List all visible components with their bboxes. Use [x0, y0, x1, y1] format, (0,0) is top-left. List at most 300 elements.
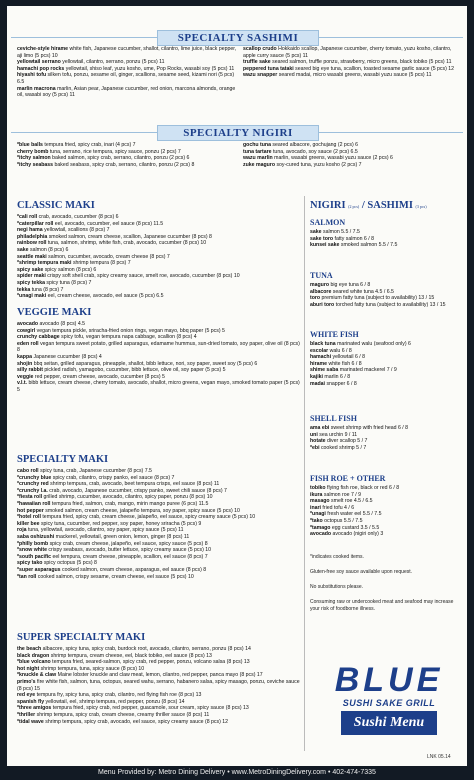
menu-item-name: hamachi pop rocks — [17, 65, 65, 72]
menu-item — [17, 527, 301, 534]
menu-item-name: shojin — [17, 360, 33, 367]
veggie-maki-list — [17, 321, 301, 394]
menu-item — [17, 367, 301, 374]
menu-item — [310, 295, 462, 302]
menu-item-description: spicy tuna (8 pcs) 7 — [44, 279, 92, 286]
logo-sushi-menu: Sushi Menu — [341, 711, 437, 735]
menu-item — [17, 155, 239, 162]
menu-item-description: smoked salmon 5.5 / 7.5 — [339, 242, 398, 249]
menu-item-description: sea urchin 9 / 11 — [317, 431, 358, 438]
nigiri-group-title: WHITE FISH — [310, 330, 359, 339]
menu-item-description: white fish 6 / 8 — [327, 360, 362, 367]
menu-item-description: spicy tofu, vegan tempura napa cabbage, scallion (8 pcs) 4 — [59, 334, 197, 341]
nigiri-special-right-list — [243, 142, 458, 168]
menu-item-name: *unagi — [310, 511, 326, 518]
menu-item — [310, 492, 462, 499]
menu-item-name: wazu snapper — [243, 72, 278, 79]
menu-item — [310, 525, 462, 532]
menu-item — [17, 692, 301, 699]
menu-item — [17, 574, 301, 581]
menu-item-description: salmon (8 pcs) 6 — [28, 246, 69, 253]
veggie-maki-title: VEGGIE MAKI — [17, 307, 92, 318]
menu-item-name: *snow white — [17, 547, 47, 554]
menu-item — [17, 149, 239, 156]
menu-item-description: Maine lobster knuckle and claw meat, lemon, cilantro, red pepper, panca mayo (8 pcs) 17 — [56, 672, 263, 679]
menu-item — [17, 679, 301, 692]
menu-item-name: kajiki — [310, 373, 323, 380]
menu-item-description: crispy seabass, avocado, butter lettuce, spicy creamy sauce (5 pcs) 10 — [46, 547, 212, 554]
menu-item-description: smoked salmon, cream cheese, scallion, Japanese cucumber (8 pcs) 8 — [47, 233, 212, 240]
menu-item-name: *blue balls — [17, 142, 43, 148]
menu-item-name: aburi toro — [310, 301, 335, 308]
menu-item — [310, 531, 462, 538]
menu-item-name: hirame — [310, 360, 328, 367]
menu-item — [17, 699, 301, 706]
menu-code: LNK 05.14 — [427, 754, 451, 760]
menu-item — [17, 334, 301, 341]
menu-item-description: tuna, serrano, rice tempura, spicy sauce, ponzu (2 pcs) 7 — [48, 148, 181, 155]
menu-item-name: primo's — [17, 678, 36, 685]
menu-item-name: *caterpillar roll — [17, 220, 54, 227]
menu-item — [17, 554, 301, 561]
menu-item-name: v.l.t. — [17, 380, 27, 387]
menu-item-name: inari — [310, 504, 321, 511]
menu-item-name: black tuna — [310, 341, 336, 347]
menu-item-name: silly rabbit — [17, 367, 43, 374]
menu-item-name: hamachi — [310, 354, 332, 361]
menu-item-name: *cali roll — [17, 214, 38, 220]
menu-item-name: *unagi maki — [17, 293, 47, 300]
menu-item — [17, 521, 301, 528]
menu-item-name: hot pepper — [17, 507, 44, 514]
specialty-maki-list — [17, 468, 301, 580]
menu-item-name: *fiesta roll — [17, 494, 43, 501]
menu-item-name: *itchy seabass — [17, 161, 54, 168]
menu-item-description: seared albacore, gochujang (2 pcs) 6 — [270, 142, 359, 148]
menu-item — [17, 254, 301, 261]
menu-item-name: *shrimp tempura maki — [17, 260, 72, 267]
menu-item-name: ikura — [310, 491, 323, 498]
menu-item — [310, 242, 462, 249]
nigiri-group-title: SALMON — [310, 218, 346, 227]
menu-item-description: shrimp tempura, spicy crab, cream cheese, creamy thriller sauce (8 pcs) 11 — [35, 711, 210, 718]
menu-item-name: rainbow roll — [17, 240, 47, 247]
menu-item-description: cooked salmon, crispy sesame, cream cheese, eel sauce (5 pcs) 10 — [36, 573, 194, 580]
nigiri-special-left-list — [17, 142, 239, 168]
menu-item — [310, 367, 462, 374]
menu-item-description: red pepper, cream cheese, avocado, cucumber (8 pcs) 5 — [33, 373, 165, 380]
menu-item-name: tuna tartare — [243, 148, 272, 155]
menu-item-description: flying fish roe, black or red 6 / 8 — [325, 485, 400, 491]
menu-item — [310, 425, 462, 432]
logo-subtitle: SUSHI SAKE GRILL — [342, 698, 436, 708]
menu-item-name: wazu marlin — [243, 155, 273, 162]
menu-item-description: sweet shrimp with fried head 6 / 8 — [329, 425, 409, 431]
menu-item — [17, 354, 301, 361]
menu-item — [17, 514, 301, 521]
nigiri-label: NIGIRI — [310, 200, 346, 211]
no-substitutions-note: No substitutions please. — [310, 584, 364, 590]
menu-item-name: *thriller — [17, 711, 36, 718]
menu-item-name: marlin macrona — [17, 85, 56, 92]
menu-item-description: avocado (8 pcs) 4.5 — [38, 321, 86, 327]
menu-item — [243, 162, 458, 169]
menu-item-description: yellowtail 6 / 8 — [331, 354, 366, 361]
menu-item-description: crab, avocado, Japanese cucumber, crispy panko, sweet chili sauce (8 pcs) 7 — [47, 487, 227, 494]
menu-item-description: smelt roe 4.5 / 6.5 — [329, 498, 373, 505]
menu-item-name: spider maki — [17, 273, 46, 280]
menu-item — [17, 705, 301, 712]
menu-item-name: hot night — [17, 665, 40, 672]
nigiri-sashimi-separator: / — [361, 200, 365, 211]
menu-item-name: roja — [17, 527, 27, 534]
menu-item — [17, 260, 301, 267]
menu-item — [310, 445, 462, 452]
nigiri-group-list — [310, 425, 462, 451]
menu-item-name: killer bee — [17, 520, 40, 527]
menu-item — [17, 481, 301, 488]
menu-item — [17, 547, 301, 554]
menu-item — [17, 247, 301, 254]
menu-item — [17, 488, 301, 495]
menu-item-name: black dragon — [17, 652, 50, 659]
menu-item-description: spicy crab, cream cheese, jalapeño, eel sauce, spicy sauce (5 pcs) 8 — [48, 540, 208, 547]
menu-item-description: mackerel, yellowtail, green onion, lemon, ginger (8 pcs) 11 — [54, 533, 190, 540]
menu-item-description: shrimp tempura (8 pcs) 7 — [71, 260, 131, 267]
menu-item — [310, 236, 462, 243]
menu-item-description: Japanese cucumber (8 pcs) 4 — [32, 353, 102, 360]
menu-item-description: grilled shrimp, cucumber, avocado, cilantro, spicy paper, ponzu (8 pcs) 10 — [42, 494, 213, 501]
menu-item-name: tekka — [17, 286, 31, 293]
menu-item-description: vegan tempura pickle, sriracha-fried onion rings, vegan mayo, bbq paper (5 pcs) 5 — [35, 327, 225, 334]
menu-item-description: tuna, salmon, shrimp, white fish, crab, avocado, cucumber (8 pcs) 10 — [46, 240, 207, 247]
menu-item-name: scallop crudo — [243, 46, 277, 52]
menu-item-name: *philly bomb — [17, 540, 49, 547]
menu-item-description: eel, cream cheese, avocado, eel sauce (5 pcs) 6.5 — [46, 293, 164, 300]
menu-item-description: cooked shrimp 5 / 7 — [319, 444, 367, 451]
menu-item-name: sake toro — [310, 235, 334, 242]
menu-item — [17, 46, 239, 59]
menu-item-name: *three amigos — [17, 705, 52, 712]
menu-item-name: kunsei sake — [310, 242, 340, 249]
menu-item-description: smoked salmon, cream cheese, jalapeño tempura, soy paper, spicy sauce (5 pcs) 10 — [43, 507, 240, 514]
menu-item-description: fire white fish, salmon, tuna, octopus, seared wahu, serrano, habanero salsa, spicy masago, ponzu, ceviche sauce (8 pcs) 15 — [17, 678, 300, 692]
nigiri-group-list — [310, 341, 462, 387]
menu-item — [17, 214, 301, 221]
menu-item-description: marinated mackerel 7 / 9 — [338, 367, 397, 374]
menu-item-name: *tamago — [310, 524, 331, 531]
menu-item-name: *itchy salmon — [17, 155, 51, 162]
menu-item-description: big eye tuna 6 / 8 — [329, 282, 371, 288]
menu-item-description: spicy salmon (8 pcs) 6 — [43, 266, 97, 273]
menu-item — [17, 72, 239, 85]
sashimi-right-list — [243, 46, 458, 79]
menu-item-name: peppered tuna tataki — [243, 65, 294, 72]
menu-item-name: shime saba — [310, 367, 339, 374]
menu-item — [17, 374, 301, 381]
menu-item — [243, 142, 458, 149]
menu-item-name: zuke maguro — [243, 161, 275, 168]
cooked-items-note: *indicates cooked items. — [310, 554, 364, 560]
specialty-sashimi-title: SPECIALTY SASHIMI — [157, 30, 319, 46]
menu-item-description: yellowtail, shiso leaf, yuzu kosho, ume, Pop Rocks, wasabi soy (5 pcs) 11 — [64, 65, 235, 72]
menu-item-name: *tidal wave — [17, 718, 44, 725]
menu-item-description: shrimp tempura, crab, avocado, beet tempura crisps, eel sauce (8 pcs) 11 — [48, 481, 220, 488]
menu-item-description: marinated walu (seafood only) 6 — [335, 341, 411, 347]
menu-item — [310, 354, 462, 361]
nigiri-group-title: TUNA — [310, 271, 333, 280]
menu-item — [243, 155, 458, 162]
specialty-maki-title: SPECIALTY MAKI — [17, 454, 109, 465]
menu-item — [17, 560, 301, 567]
menu-item-name: *crunchy l.a. — [17, 487, 48, 494]
menu-item-description: tuna, avocado, soy sauce (2 pcs) 6.5 — [271, 148, 358, 155]
menu-item-name: *blue volcano — [17, 659, 51, 666]
menu-item-description: snapper 6 / 8 — [325, 380, 357, 387]
menu-item-description: cooked salmon, cream cheese, asparagus, eel sauce (8 pcs) 8 — [60, 566, 207, 573]
menu-item — [243, 59, 458, 66]
menu-item — [17, 494, 301, 501]
menu-item-description: spicy tuna, cucumber, red pepper, soy paper, honey sriracha (5 pcs) 9 — [39, 520, 202, 527]
classic-maki-title: CLASSIC MAKI — [17, 200, 95, 211]
gluten-free-note: Gluten-free soy sauce available upon request. — [310, 569, 413, 575]
menu-item — [17, 293, 301, 300]
menu-item-description: marlin, Asian pear, Japanese cucumber, red onion, marcona almonds, orange oil, wasabi soy (5 pcs) 11 — [17, 85, 236, 99]
menu-item-name: hotate — [310, 438, 326, 445]
menu-item-name: the beach — [17, 646, 42, 652]
menu-item — [310, 282, 462, 289]
menu-item — [243, 72, 458, 79]
menu-item-description: shrimp tempura, spicy crab, avocado, eel sauce, spicy creamy sauce (8 pcs) 12 — [43, 718, 229, 725]
menu-item — [17, 287, 301, 294]
menu-item-description: tuna (8 pcs) 7 — [30, 286, 64, 293]
menu-item-description: fresh water eel 5.5 / 7.5 — [325, 511, 382, 518]
menu-item-name: *hotel roll — [17, 514, 41, 521]
menu-item-description: shrimp tempura, tuna, spicy sauce (8 pcs) 10 — [39, 665, 145, 672]
menu-item-name: avocado — [17, 321, 39, 327]
menu-item-description: bibb lettuce, cream cheese, cherry tomato, avocado, shallot, micro greens, vegan mayo, smoked tomato paper (5 pcs) 5 — [17, 380, 300, 393]
menu-item-name: ama ebi — [310, 425, 330, 431]
nigiri-sashimi-title — [310, 200, 427, 213]
menu-item — [310, 341, 462, 348]
menu-item-description: yellowtail, eel, shrimp tempura, red pepper, ponzu (8 pcs) 14 — [44, 698, 185, 705]
menu-item-description: Hokkaido scallop, Japanese cucumber, cherry tomato, yuzu kosho, cilantro, apple curry sauce (5 pcs) 11 — [243, 46, 452, 59]
raw-food-warning: Consuming raw or undercooked meat and seafood may increase your risk of foodborne illness. — [310, 599, 454, 612]
menu-item-description: albacore, spicy tuna, spicy crab, burdock root, avocado, cilantro, serrano, ponzu (8 pcs) 14 — [41, 646, 251, 652]
menu-item-description: spicy octopus (5 pcs) 8 — [42, 560, 97, 567]
menu-item-name: hiyashi tofu — [17, 72, 47, 79]
nigiri-group-title: FISH ROE + OTHER — [310, 474, 386, 483]
menu-item — [17, 508, 301, 515]
menu-item-description: pickled radish, yamagobo, cucumber, bibb lettuce, olive oil, soy paper (5 pcs) 5 — [42, 367, 226, 374]
menu-item-name: avocado — [310, 531, 332, 538]
menu-item-name: sake — [17, 246, 29, 253]
menu-item-name: *hawaiian roll — [17, 500, 51, 507]
nigiri-group-title: SHELL FISH — [310, 414, 357, 423]
menu-item — [17, 273, 301, 280]
menu-item-name: red eye — [17, 692, 36, 699]
menu-item-description: egg custard 3.5 / 5.5 — [330, 524, 380, 531]
menu-item — [17, 534, 301, 541]
menu-item-description: premium fatty tuna (subject to availability) 13 / 15 — [320, 295, 435, 302]
menu-item — [243, 66, 458, 73]
menu-item — [310, 289, 462, 296]
sashimi-label: SASHIMI — [367, 200, 413, 211]
menu-item-description: tempura fried, spicy crab, red pepper, guacamole, sour cream, spicy sauce (8 pcs) 13 — [51, 705, 249, 712]
menu-item — [17, 234, 301, 241]
menu-item-description: yellowtail, scallions (8 pcs) 7 — [42, 227, 110, 234]
super-specialty-maki-title: SUPER SPECIALTY MAKI — [17, 632, 146, 643]
menu-item-name: kappa — [17, 353, 32, 360]
menu-item — [17, 321, 301, 328]
menu-item — [17, 328, 301, 335]
menu-item-description: crab, avocado, cucumber (8 pcs) 6 — [37, 214, 119, 220]
nigiri-group-list — [310, 485, 462, 538]
menu-item — [17, 361, 301, 368]
menu-item-description: salmon, cucumber, avocado, cream cheese (8 pcs) 7 — [46, 253, 170, 260]
menu-item — [17, 267, 301, 274]
menu-item-name: truffle sake — [243, 59, 271, 66]
menu-item — [243, 149, 458, 156]
menu-item-name: *south pacific — [17, 553, 52, 560]
menu-item-name: crunchy cabbage — [17, 334, 60, 341]
menu-item — [17, 468, 301, 475]
menu-item-name: ceviche-style hirame — [17, 46, 69, 52]
menu-item-name: madai — [310, 380, 325, 387]
sashimi-count-note: (3 pcs) — [415, 204, 427, 209]
menu-item — [17, 672, 301, 679]
menu-item — [310, 361, 462, 368]
menu-item-name: cabo roll — [17, 468, 39, 474]
menu-item-description: torched fatty tuna (subject to availability) 13 / 15 — [334, 301, 446, 308]
menu-item-name: toro — [310, 295, 321, 302]
menu-item-description: salmon roe 7 / 9 — [322, 491, 362, 498]
menu-item — [243, 46, 458, 59]
blue-logo — [315, 662, 463, 742]
menu-item — [310, 485, 462, 492]
menu-item-description: tempura fried, salmon, crab, mango, mirin mango puree (6 pcs) 11.5 — [50, 500, 209, 507]
menu-item-name: tobiko — [310, 485, 326, 491]
menu-item-description: seared big eye tuna, scallion, toasted sesame garlic sauce (5 pcs) 12 — [293, 65, 455, 72]
menu-item — [310, 505, 462, 512]
menu-item — [17, 501, 301, 508]
menu-item — [17, 475, 301, 482]
menu-item-name: sake — [310, 229, 322, 235]
menu-item — [17, 659, 301, 666]
menu-item — [17, 380, 301, 393]
menu-item-description: tuna, yellowtail, avocado, cilantro, soy paper, spicy sauce (5 pcs) 11 — [26, 527, 184, 534]
menu-item — [17, 541, 301, 548]
menu-item-name: yellowtail serrano — [17, 59, 61, 66]
menu-item — [17, 240, 301, 247]
menu-item — [17, 66, 239, 73]
menu-item-name: spicy sake — [17, 266, 44, 273]
menu-item — [17, 719, 301, 726]
menu-item-description: avocado (nigiri only) 3 — [331, 531, 384, 538]
menu-item-name: *crunchy red — [17, 481, 49, 488]
menu-item-description: eel tempura, cream cheese, pineapple, scallion, eel sauce (8 pcs) 7 — [51, 553, 208, 560]
menu-item-description: soy-cured tuna, yuzu kosho (2 pcs) 7 — [275, 161, 362, 168]
menu-item — [17, 86, 239, 99]
sashimi-left-list — [17, 46, 239, 99]
menu-item-description: seared salmon, truffle ponzu, strawberry, micro greens, black tobiko (5 pcs) 11 — [270, 59, 452, 66]
menu-item-description: tempura fried, spicy crab, cream cheese, jalapeño, eel sauce, spicy creamy sauce (5 pcs) 10 — [40, 514, 256, 521]
menu-item — [17, 666, 301, 673]
menu-item-name: masago — [310, 498, 330, 505]
menu-item-name: cherry bomb — [17, 148, 49, 155]
menu-item — [17, 653, 301, 660]
menu-item-description: fatty salmon 6 / 8 — [333, 235, 375, 242]
menu-item — [17, 162, 239, 169]
menu-item-name: maguro — [310, 282, 330, 288]
menu-item — [310, 381, 462, 388]
menu-item — [310, 302, 462, 309]
menu-item-description: baked seabass, spicy crab, serrano, cilantro, ponzu (2 pcs) 8 — [53, 161, 195, 168]
menu-item-description: marlin 6 / 8 — [322, 373, 351, 380]
menu-item-name: saba oshizushi — [17, 533, 55, 540]
menu-item-description: vegan tempura sweet potato, grilled asparagus, edamame hummus, sun-dried tomato, soy paper, olive oil (8 pcs) 8 — [17, 340, 300, 354]
menu-item-name: albacore — [310, 288, 332, 295]
menu-item — [17, 227, 301, 234]
menu-item-name: *super asparagus — [17, 566, 61, 573]
menu-item — [17, 567, 301, 574]
menu-item — [310, 518, 462, 525]
menu-sheet — [7, 6, 467, 766]
menu-item-name: uni — [310, 431, 318, 438]
menu-item-description: eel, avocado, cucumber, eel sauce (8 pcs) 11.5 — [53, 220, 164, 227]
menu-item-description: tempura fried, seared-salmon, spicy crab, red pepper, ponzu, volcano salsa (8 pcs) 13 — [50, 659, 250, 666]
menu-item — [17, 341, 301, 354]
menu-item-description: marlin, wasabi greens, wasabi yuzu sauce (2 pcs) 6 — [272, 155, 393, 162]
menu-item-name: *tan roll — [17, 573, 37, 580]
menu-item-description: fried tofu 4 / 6 — [320, 504, 355, 511]
menu-item-description: walu 6 / 8 — [328, 347, 352, 354]
specialty-nigiri-title: SPECIALTY NIGIRI — [157, 125, 319, 141]
menu-item — [310, 348, 462, 355]
nigiri-group-list — [310, 229, 462, 249]
menu-item-description: bbq seitan, grilled asparagus, pineapple, shallot, bibb lettuce, nori, soy paper, sweet soy (5 pcs) 6 — [32, 360, 258, 367]
menu-item-description: tempura fry, spicy tuna, spicy crab, cilantro, red flying fish roe (8 pcs) 13 — [35, 692, 202, 699]
footer-credit: Menu Provided by: Metro Dining Delivery • www.MetroDiningDelivery.com • 402-474-7335 — [98, 769, 376, 776]
menu-item-description: silken tofu, ponzu, sesame oil, ginger, scallions, sesame seed, kizami nori (5 pcs) 6.5 — [17, 72, 235, 85]
menu-item-description: shrimp tempura, cream cheese, eel, black tobiko, eel sauce (8 pcs) 13 — [49, 652, 212, 659]
menu-item-name: negi hama — [17, 227, 43, 234]
menu-item-name: spicy tako — [17, 560, 43, 567]
menu-item — [17, 712, 301, 719]
menu-item — [310, 374, 462, 381]
menu-item-name: cowgirl — [17, 327, 36, 334]
menu-item — [310, 432, 462, 439]
menu-item — [310, 498, 462, 505]
menu-item-name: *knuckle & claw — [17, 672, 57, 679]
menu-item-name: escolar — [310, 347, 329, 354]
menu-item-name: spanish fly — [17, 698, 45, 705]
menu-item — [310, 438, 462, 445]
menu-item — [17, 221, 301, 228]
menu-item-description: crispy soft shell crab, spicy creamy sauce, smelt roe, avocado, cucumber (8 pcs) 10 — [45, 273, 240, 280]
menu-item-description: salmon 5.5 / 7.5 — [321, 229, 360, 235]
menu-item-description: white fish, Japanese cucumber, shallot, cilantro, lime juice, black pepper, aji limo (5 pcs) 10 — [17, 46, 237, 59]
menu-item-name: veggie — [17, 373, 34, 380]
menu-item-description: seared madai, micro wasabi greens, wasabi yuzu sauce (5 pcs) 11 — [277, 72, 432, 79]
menu-item-name: seattle maki — [17, 253, 47, 260]
menu-item-description: yellowtail, cilantro, serrano, ponzu (5 pcs) 11 — [60, 59, 165, 66]
menu-item — [17, 59, 239, 66]
menu-item — [17, 280, 301, 287]
menu-item-description: octopus 5.5 / 7.5 — [322, 517, 363, 524]
menu-item-name: spicy tekka — [17, 279, 45, 286]
menu-item-description: spicy crab, cilantro, crispy panko, eel sauce (8 pcs) 7 — [51, 474, 175, 481]
